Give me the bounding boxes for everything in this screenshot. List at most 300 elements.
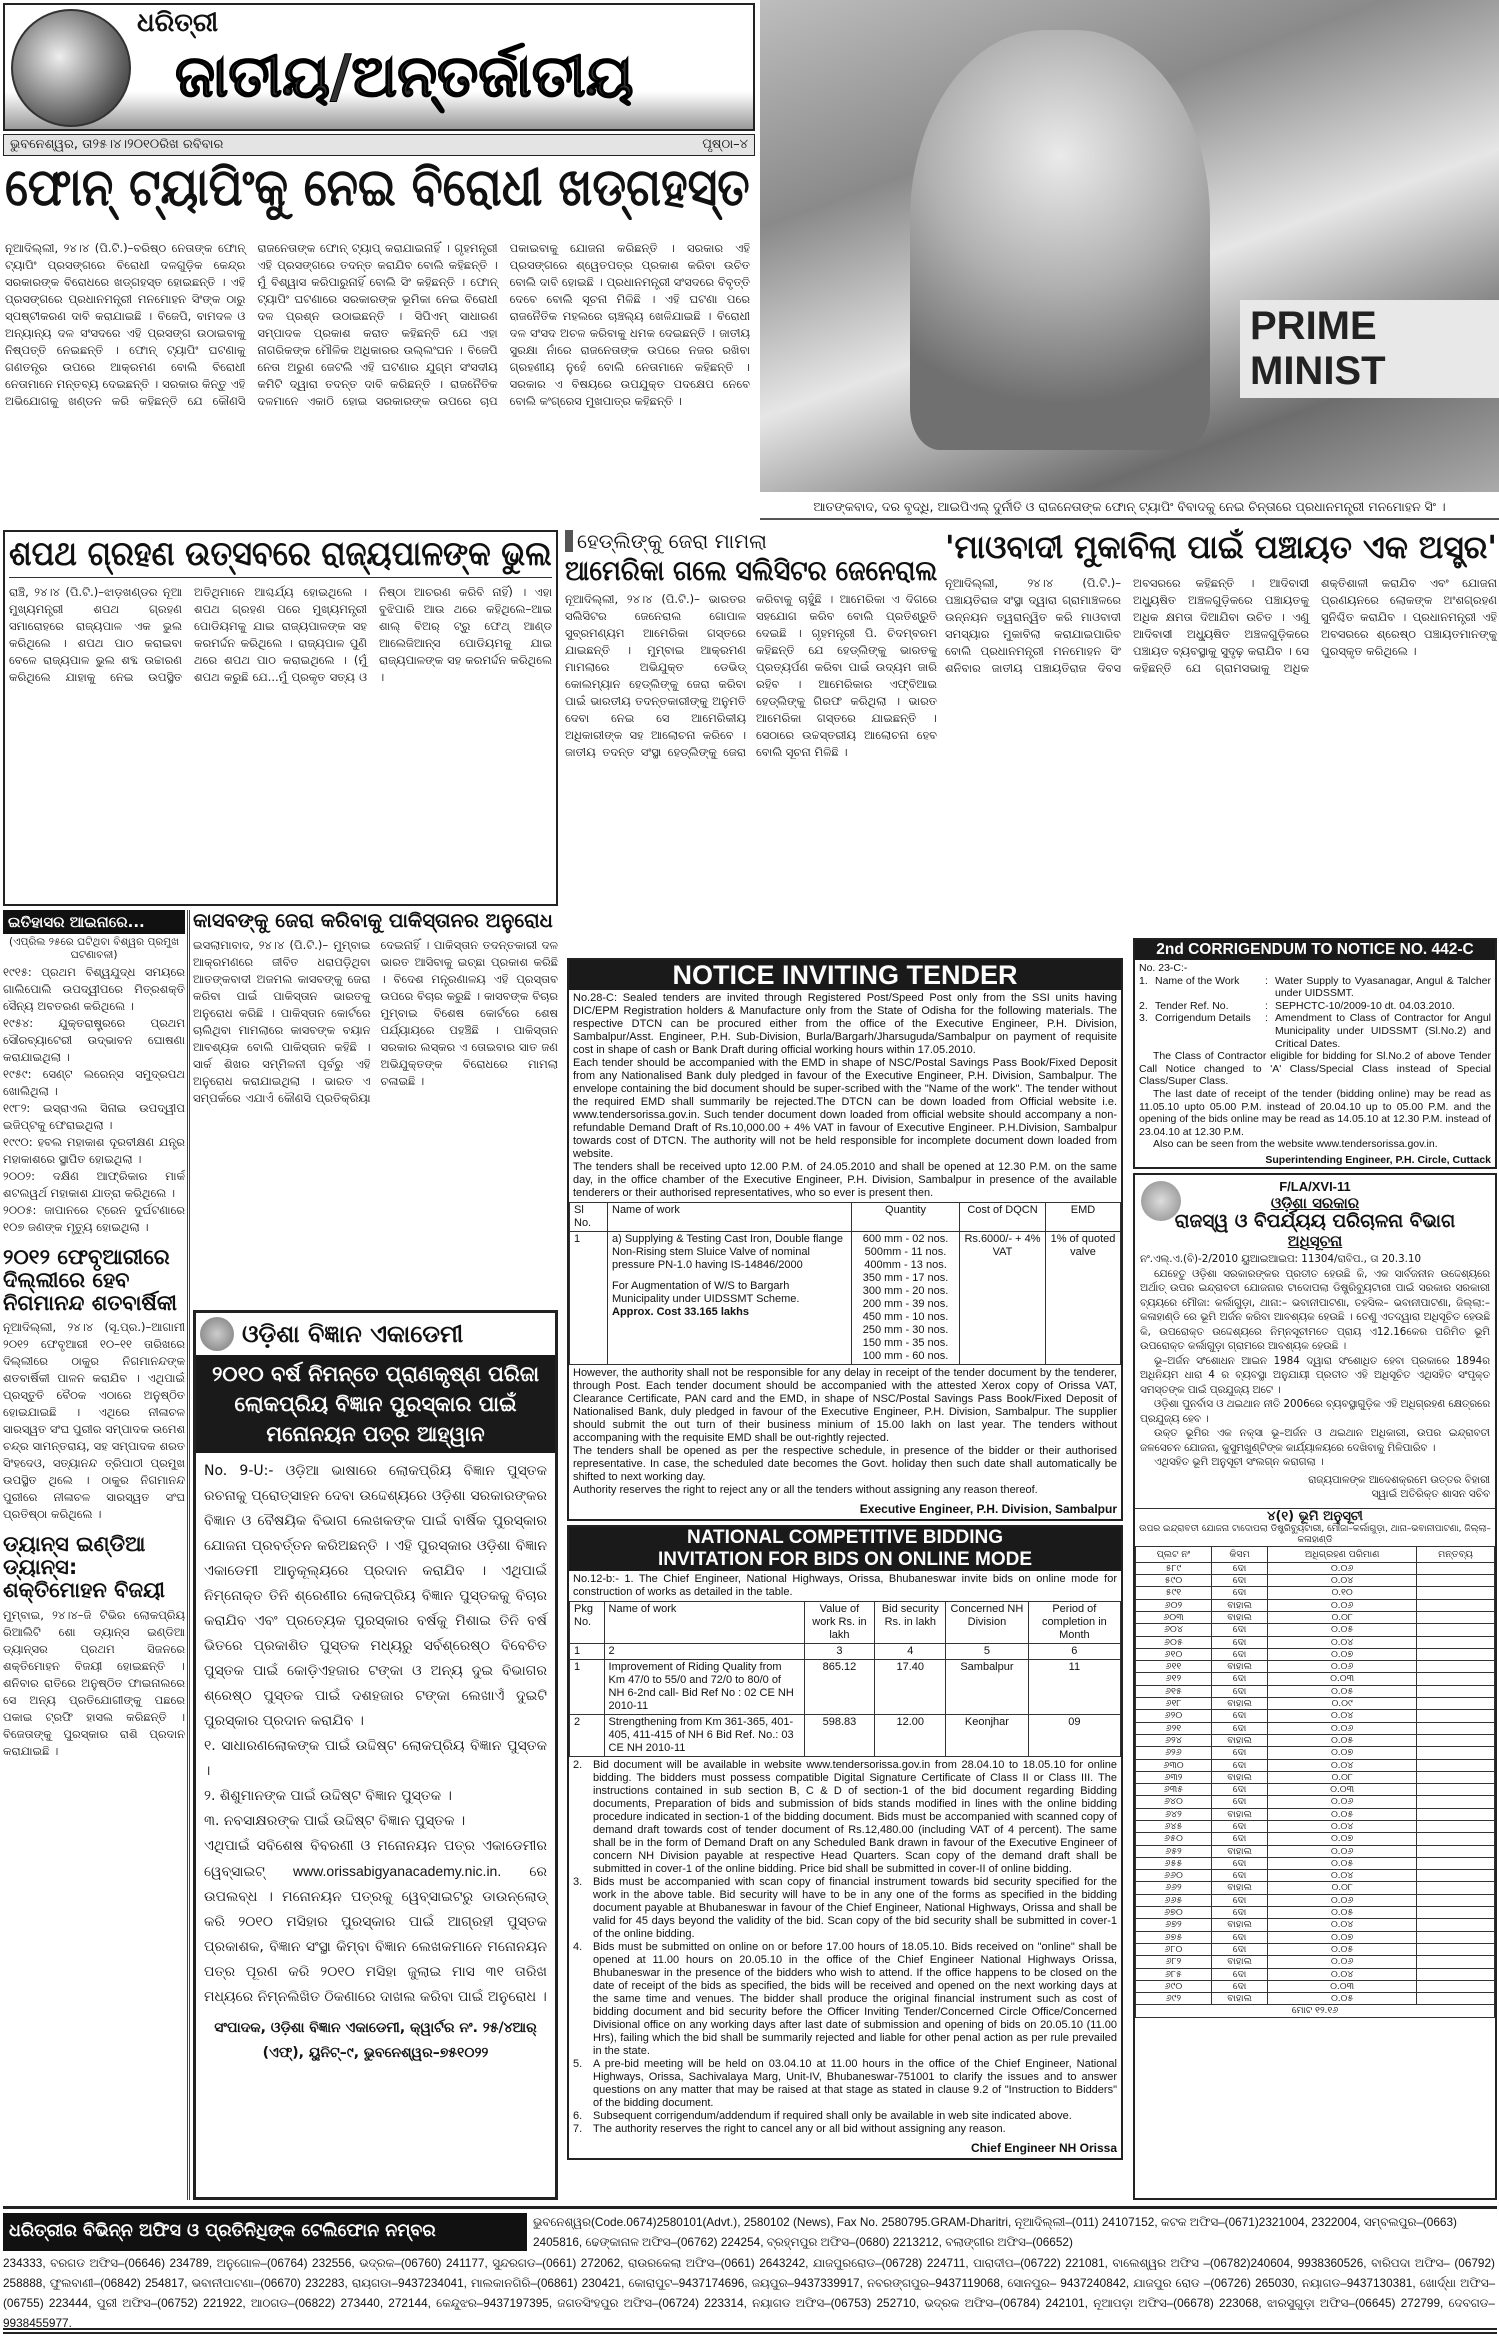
schedule-cell: ୦.୦୬: [1268, 1562, 1417, 1574]
tender-para5: The tenders shall be opened as per the respective schedule, in presence of the bidder or their authorised representative. In case, the scheduled date becomes the Govt. holiday then such date shall automatically be shifted to next working day.: [573, 1445, 1117, 1483]
land-dept: ରାଜସ୍ୱ ଓ ବିପର୍ଯ୍ୟୟ ପରିଚାଳନା ବିଭାଗ: [1174, 1210, 1456, 1232]
footer-title: ଧରିତ୍ରୀର ବିଭିନ୍ନ ଅଫିସ ଓ ପ୍ରତିନିଧିଙ୍କ ଟେଲିଫୋନ ନମ୍ବର: [3, 2213, 527, 2251]
schedule-cell: [1417, 1648, 1495, 1660]
quantity-item: 150 mm - 35 nos.: [862, 1337, 949, 1349]
schedule-cell: [1417, 1882, 1495, 1894]
ncb-cell-value: 865.12: [804, 1660, 875, 1715]
schedule-cell: ୬୬୦: [1136, 1870, 1212, 1882]
schedule-cell: ଦୋ: [1211, 1722, 1267, 1734]
table-row: [1136, 1894, 1495, 1906]
tender-para2: Each tender should be accompanied with the EMD in shape of NSC/Postal Savings Pass Book/Fixed Deposit from any Nationalised Bank duly pledged in favour of the Executive Engineer, P.H. Division, Sambalpur. The envelope containing the bid document should be super-scribed with the "Name of the work". The tender without the required EMD shall summarily be rejected.The DTCN can be down loaded from Official website i.e. www.tendersorissa.gov.in. Such tender document down loaded from official website should accompany a non-refundable Demand Draft of Rs.10,000.00 + 4% VAT in favour of Executive Engineer. P.H.Division, Sambalpur towards cost of DTCN. The authority will not be held responsible for incomplete document down loaded from website.: [573, 1057, 1117, 1160]
history-item: ୨୦୦୨: ଦକ୍ଷିଣ ଆଫ୍ରିକାର ମାର୍କ ଶଟଲୱର୍ଥ ମହାକାଶ ଯାତ୍ରା କରିଥିଲେ ।: [3, 1169, 185, 1200]
photo-caption: ଆତଙ୍କବାଦ, ଦର ବୃଦ୍ଧି, ଆଇପିଏଲ୍ ଦୁର୍ନୀତି ଓ ରାଜନେତାଙ୍କ ଫୋନ୍ ଟ୍ୟାପିଂ ବିବାଦକୁ ନେଇ ଚିନ୍ତାରେ ପ୍ରଧାନମନ୍ତ୍ରୀ ମନମୋହନ ସିଂ ।: [760, 496, 1499, 520]
schedule-cell: ୦.୦୬: [1268, 1894, 1417, 1906]
headley-story: [565, 530, 937, 955]
schedule-cell: ୦.୦୫: [1268, 1857, 1417, 1869]
history-item: ୧୯୮୨: ଇସ୍ରାଏଲ ସିନାଇ ଉପଦ୍ୱୀପ ଇଜିପ୍ଟକୁ ଫେରାଇଥିଲା ।: [3, 1101, 185, 1132]
middle-notices: [567, 958, 1123, 2200]
item-number: 1.: [1139, 974, 1148, 987]
table-row: [1136, 1747, 1495, 1759]
schedule-cell: ୦.୦୬: [1268, 1956, 1417, 1968]
academy-title: ୨୦୧୦ ବର୍ଷ ନିମନ୍ତେ ପ୍ରାଣକୃଷ୍ଣ ପରିଜା ଲୋକପ୍ରିୟ ବିଜ୍ଞାନ ପୁରସ୍କାର ପାଇଁ ମନୋନୟନ ପତ୍ର ଆହ୍ୱାନ: [196, 1355, 555, 1453]
tender-title: NOTICE INVITING TENDER: [569, 960, 1121, 990]
table-row: [1136, 1980, 1495, 1992]
work-purpose: For Augmentation of W/S to Bargarh Municipality under UIDSSMT Scheme.: [612, 1280, 800, 1305]
schedule-cell: ୬୬୨: [1136, 1882, 1212, 1894]
academy-website-link[interactable]: www.orissabigyanacademy.nic.in.: [292, 1863, 502, 1879]
ncb-th: Name of work: [604, 1602, 804, 1644]
maoist-body: ନୂଆଦିଲ୍ଲୀ, ୨୪।୪ (ପି.ଟି.)– ପଞ୍ଚାୟତିରାଜ ସଂସ୍ଥା ଦ୍ୱାରା ଗ୍ରାମାଞ୍ଚଳରେ ଉନ୍ନୟନ ତ୍ୱରାନ୍ୱିତ କରି ମାଓବାଦୀ ସମସ୍ୟାର ମୁକାବିଲା କରାଯାଇପାରିବ ବୋଲି ପ୍ରଧାନମନ୍ତ୍ରୀ ମନମୋହନ ସିଂ ଶନିବାର ଜାତୀୟ ପଞ୍ଚାୟତିରାଜ ଦିବସ ଅବସରରେ କହିଛନ୍ତି । ଆଦିବାସୀ ଅଧ୍ୟୁଷିତ ଅଞ୍ଚଳଗୁଡ଼ିକରେ ପଞ୍ଚାୟତକୁ ଅଧିକ କ୍ଷମତା ଦିଆଯିବା ଉଚିତ । ଏଣୁ ଆଦିବାସୀ ଅଧ୍ୟୁଷିତ ଅଞ୍ଚଳଗୁଡ଼ିକରେ ପଞ୍ଚାୟତ ବ୍ୟବସ୍ଥାକୁ ସୁଦୃଢ଼ କରାଯିବ । ସେ କହିଛନ୍ତି ଯେ ଗ୍ରାମସଭାକୁ ଅଧିକ ଶକ୍ତିଶାଳୀ କରାଯିବ ଏବଂ ଯୋଜନା ପ୍ରଣୟନରେ ଲୋକଙ୍କ ଅଂଶଗ୍ରହଣ ସୁନିଶ୍ଚିତ କରାଯିବ । ପ୍ରଧାନମନ୍ତ୍ରୀ ଏହି ଅବସରରେ ଶ୍ରେଷ୍ଠ ପଞ୍ଚାୟତମାନଙ୍କୁ ପୁରସ୍କୃତ କରିଥିଲେ ।: [945, 576, 1497, 676]
schedule-cell: ୬୭୦: [1136, 1907, 1212, 1919]
academy-list-item: ୨. ଶିଶୁମାନଙ୍କ ପାଇଁ ଉଦ୍ଦିଷ୍ଟ ବିଜ୍ଞାନ ପୁସ୍ତକ ।: [204, 1788, 452, 1804]
schedule-cell: ୦.୦୮: [1268, 1771, 1417, 1783]
schedule-cell: ୦.୦୫: [1268, 1943, 1417, 1955]
governor-headline: ଶପଥ ଗ୍ରହଣ ଉତ୍ସବରେ ରାଜ୍ୟପାଳଙ୍କ ଭୁଲ: [9, 536, 552, 578]
table-row: [1136, 1993, 1495, 2005]
schedule-cell: ୦.୦୬: [1268, 1722, 1417, 1734]
headley-kicker: ହେଡ୍‌ଲିଙ୍କୁ ଜେରା ମାମଲା: [565, 530, 937, 552]
schedule-cell: ବାହାଲ: [1211, 1956, 1267, 1968]
schedule-cell: [1417, 1857, 1495, 1869]
land-govt: ଓଡ଼ିଶା ସରକାର: [1270, 1193, 1360, 1212]
academy-body: [196, 1453, 555, 2072]
quantity-item: 300 mm - 20 nos.: [862, 1285, 949, 1297]
corrigendum-para: Also can be seen from the website www.tendersorissa.gov.in.: [1153, 1138, 1438, 1151]
ncb-cell-work: Improvement of Riding Quality from Km 47/0 to 55/0 and 72/0 to 80/0 of NH 6-2nd call- Bid Ref No : 02 CE NH 2010-11: [604, 1660, 804, 1715]
schedule-sub: ଉପର ଇନ୍ଦ୍ରାବତୀ ଯୋଜନା ଟାଦୋପଲା ଡିଷ୍ଟ୍ରିବ୍ୟୁଟାରୀ, ମୌଜା–କର୍ଲାଗୁଡ଼ା, ଥାନା–ଭବାନୀପାଟଣା, ଜିଲ୍ଲା–କଳାହାଣ୍ଡି: [1139, 1523, 1491, 1545]
academy-ad: [193, 1310, 558, 2200]
table-row: [1136, 1857, 1495, 1869]
ncb-signature: Chief Engineer NH Orissa: [970, 2141, 1117, 2155]
schedule-cell: ଦୋ: [1211, 1562, 1267, 1574]
table-row: [1136, 1698, 1495, 1710]
schedule-cell: ୬୨୪: [1136, 1734, 1212, 1746]
schedule-cell: ଦୋ: [1211, 1636, 1267, 1648]
table-row: [1136, 1956, 1495, 1968]
headley-headline: ଆମେରିକା ଗଲେ ସଲିସିଟର ଜେନେରାଲ: [565, 554, 938, 587]
ncb-title2: INVITATION FOR BIDS ON ONLINE MODE: [569, 1549, 1121, 1571]
table-row: [1136, 1882, 1495, 1894]
schedule-cell: ୬୪୨: [1136, 1808, 1212, 1820]
schedule-cell: [1417, 1636, 1495, 1648]
history-item: ୧୯୯୦: ହବଲ ମହାକାଶ ଦୂରବୀକ୍ଷଣ ଯନ୍ତ୍ର ମହାକାଶରେ ସ୍ଥାପିତ ହୋଇଥିଲା ।: [3, 1135, 185, 1166]
schedule-cell: [1417, 1870, 1495, 1882]
headley-body: ନୂଆଦିଲ୍ଲୀ, ୨୪।୪ (ପି.ଟି.)– ଭାରତର ସଲିସିଟର ଜେନେରାଲ ଗୋପାଳ ସୁବ୍ରମଣ୍ୟମ ଆମେରିକା ଗସ୍ତରେ ଯାଇଛନ୍ତି । ମୁମ୍ବାଇ ଆକ୍ରମଣ ମାମଲାରେ ଅଭିଯୁକ୍ତ ଡେଭିଡ୍ କୋଲମ୍ୟାନ ହେଡ୍‌ଲିଙ୍କୁ ଜେରା କରିବା ପାଇଁ ଭାରତୀୟ ତଦନ୍ତକାରୀଙ୍କୁ ଅନୁମତି ଦେବା ନେଇ ସେ ଆମେରିକୀୟ ଅଧିକାରୀଙ୍କ ସହ ଆଲୋଚନା କରିବେ । ଜାତୀୟ ତଦନ୍ତ ସଂସ୍ଥା ହେଡ୍‌ଲିଙ୍କୁ ଜେରା କରିବାକୁ ଚାହୁଁଛି । ଆମେରିକା ଏ ଦିଗରେ ସହଯୋଗ କରିବ ବୋଲି ପ୍ରତିଶ୍ରୁତି ଦେଇଛି । ଗୃହମନ୍ତ୍ରୀ ପି. ଚିଦମ୍ବରମ କହିଛନ୍ତି ଯେ ହେଡ୍‌ଲିଙ୍କୁ ଭାରତକୁ ପ୍ରତ୍ୟର୍ପଣ କରିବା ପାଇଁ ଉଦ୍ୟମ ଜାରି ରହିବ । ଆମେରିକାର ଏଫ୍‌ବିଆଇ ହେଡ୍‌ଲିଙ୍କୁ ଗିରଫ କରିଥିଲା । ଭାରତ ଆମେରିକା ଗସ୍ତରେ ଯାଇଛନ୍ତି । ସେଠାରେ ଉଚ୍ଚସ୍ତରୀୟ ଆଲୋଚନା ହେବ ବୋଲି ସୂଚନା ମିଳିଛି ।: [565, 591, 937, 759]
schedule-cell: ବାହାଲ: [1211, 1919, 1267, 1931]
page-number: ପୃଷ୍ଠା–୪: [702, 137, 748, 152]
schedule-cell: [1417, 1722, 1495, 1734]
history-item: ୨୦୦୫: ଜାପାନରେ ଟ୍ରେନ ଦୁର୍ଘଟଣାରେ ୧୦୭ ଜଣଙ୍କ ମୃତ୍ୟୁ ହୋଇଥିଲା ।: [3, 1203, 185, 1234]
schedule-cell: [1417, 1980, 1495, 1992]
schedule-cell: [1417, 1968, 1495, 1980]
schedule-cell: [1417, 1820, 1495, 1832]
schedule-cell: [1417, 1562, 1495, 1574]
table-row: [1136, 1673, 1495, 1685]
tender-signature: Executive Engineer, P.H. Division, Sambalpur: [859, 1502, 1117, 1516]
schedule-cell: ୬୦୪: [1136, 1624, 1212, 1636]
schedule-cell: ୦.୦୬: [1268, 1661, 1417, 1673]
ncb-point: [573, 1759, 1117, 1876]
table-row: [1136, 1968, 1495, 1980]
schedule-cell: [1417, 1894, 1495, 1906]
ncb-cell-value: 598.83: [804, 1715, 875, 1757]
schedule-cell: [1417, 1624, 1495, 1636]
table-row: [1136, 1845, 1495, 1857]
quantity-item: 450 mm - 10 nos.: [862, 1311, 949, 1323]
quantity-item: 200 mm - 39 nos.: [862, 1298, 949, 1310]
item-sep: :: [1265, 1012, 1268, 1025]
footer-line2: 234333, ବରଗଡ ଅଫିସ–(06646) 234789, ଅନୁଗୋଳ–(06764) 232556, ଭଦ୍ରକ–(06760) 241177, ସୁନ୍ଦରଗଡ–(0661) 272062, ରାଉରକେଲା ଅଫିସ–(0661) 2643242, ଯାଜପୁରରୋଡ–(06728) 224711, ପାରାଦୀପ–(06722) 221081, ବାଲେଶ୍ୱର ଅଫିସ –(06782)240604, 9938360526, ବାରିପଦା ଅଫିସ– (06792) 258888, ଫୁଲବାଣୀ–(06842) 254817, ଭବାନୀପାଟଣା–(06670) 232283, ରାୟଗଡା–9437234041, ମାଲକାନଗିରି–(06861) 230421, କୋରାପୁଟ–9437174696, ଜୟପୁର–9437339917, ନବରଙ୍ଗପୁର–9437119068, ସୋନପୁର– 9437240842, ଯାଜପୁର ରୋଡ –(06726) 265030, ନୟାଗଡ–9437130381, ଖୋର୍ଦ୍ଧା ଅଫିସ–(06755) 223444, ପୁରୀ ଅଫିସ–(06752) 221922, ଆଠଗଡ–(06822) 273440, 272144, କେନ୍ଦୁଝର–9437197395, ଜଗତସିଂହପୁର ଅଫିସ–(06724) 223314, ନୟାଗଡ ଅଫିସ–(06753) 252710, ଭଦ୍ରକ ଅଫିସ–(06784) 242101, ନୂଆପଡ଼ା ଅଫିସ–(06678) 223068, ଝାରସୁଗୁଡ଼ା ଅଫିସ–(06645) 272799, ଦେବଗଡ– 9938455977.: [3, 2256, 1495, 2330]
schedule-cell: ୬୧୨: [1136, 1673, 1212, 1685]
ncb-point-number: 4.: [573, 1941, 583, 1953]
tender-para6: Authority reserves the right to reject any or all the tenders without assigning any reason thereof.: [573, 1484, 1038, 1496]
schedule-cell: [1417, 1698, 1495, 1710]
schedule-cell: ୦.୦୮: [1268, 1611, 1417, 1623]
ncb-point-text: Subsequent corrigendum/addendum if required shall only be available in web site indicated above.: [593, 2110, 1072, 2122]
schedule-cell: ୦.୦୭: [1268, 1931, 1417, 1943]
dateline-bar: [3, 134, 755, 156]
history-section-sub: (ଏପ୍ରିଲ ୨୫ରେ ଘଟିଥିବା ବିଶ୍ୱର ପ୍ରମୁଖ ଘଟଣାବଳୀ): [9, 936, 179, 961]
schedule-cell: [1417, 1575, 1495, 1587]
ncb-point-text: The authority reserves the right to cancel any or all bid without assigning any reason.: [593, 2123, 1006, 2135]
ncb-table-header: [570, 1602, 1121, 1644]
schedule-cell: ୬୧୫: [1136, 1685, 1212, 1697]
corrigendum-item: [1139, 1012, 1491, 1050]
land-notice: [1133, 1173, 1497, 2200]
maoist-story: [945, 530, 1497, 930]
item-sep: :: [1265, 999, 1268, 1012]
th-cost: Cost of DQCN: [960, 1203, 1046, 1232]
schedule-cell: ୬୫୨: [1136, 1845, 1212, 1857]
table-row: [1136, 1722, 1495, 1734]
history-item: ୧୯୫୯: ସେଣ୍ଟ ଲରେନ୍ସ ସମୁଦ୍ରପଥ ଖୋଲିଥିଲା ।: [3, 1067, 185, 1098]
schedule-cell: ୦.୦୭: [1268, 1747, 1417, 1759]
tender-table-header: [570, 1203, 1121, 1232]
schedule-cell: ବାହାଲ: [1211, 1698, 1267, 1710]
schedule-cell: ଦୋ: [1211, 1624, 1267, 1636]
schedule-cell: ଦୋ: [1211, 1759, 1267, 1771]
academy-header: [196, 1313, 555, 1355]
tender-para4: However, the authority shall not be responsible for any delay in receipt of the tender document by the tenderer, through Post. Each tender document should be accompanied with the attested Xerox copy of Orissa VAT, Clearance Certificate, PAN card and the EMD, in shape of NSC/Postal Savings Pass Book/Fixed Deposit of Nationalised Bank, duly pledged in favour of the Executive Engineer, P.H. Division, Sambalpur. The supplier should submit the out turn of their business minium of 15.00 lakh on last year. The tenders without accompaning with the requisite EMD shall be out-rightly rejected.: [573, 1367, 1117, 1444]
person-figure: [910, 30, 1210, 450]
ncb-point: [573, 2058, 1117, 2110]
cell-work: [608, 1232, 852, 1365]
ncb-colnum: 5: [946, 1644, 1029, 1660]
quantity-item: 400mm - 13 nos.: [864, 1259, 947, 1271]
schedule-cell: ୦.୧୦: [1268, 1587, 1417, 1599]
schedule-cell: ଦୋ: [1211, 1784, 1267, 1796]
history-item: ୧୯୫୪: ଯୁକ୍ତରାଷ୍ଟ୍ରରେ ପ୍ରଥମ ସୌରବ୍ୟାଟେରୀ ଉଦ୍ଭାବନ ଘୋଷଣା କରାଯାଇଥିଲା ।: [3, 1016, 185, 1064]
schedule-cell: ୬୭୫: [1136, 1931, 1212, 1943]
schedule-cell: [1417, 1611, 1495, 1623]
schedule-cell: ୦.୦୬: [1268, 1845, 1417, 1857]
ncb-point: [573, 1876, 1117, 1941]
ncb-cell-period: 09: [1028, 1715, 1120, 1757]
academy-org: ଓଡ଼ିଶା ବିଜ୍ଞାନ ଏକାଡେମୀ: [242, 1319, 464, 1348]
schedule-cell: ଦୋ: [1211, 1747, 1267, 1759]
land-signer: ରାଜ୍ୟପାଳଙ୍କ ଆଦେଶକ୍ରମେ ଉତ୍ତର ବିହାରୀ ସ୍ୱାଇଁ ଅତିରିକ୍ତ ଶାସନ ସଚିବ: [1308, 1473, 1490, 1501]
schedule-cell: [1417, 1747, 1495, 1759]
schedule-cell: [1417, 1599, 1495, 1611]
governor-story: [3, 530, 558, 906]
history-section-title: ଇତିହାସର ଆଇନାରେ...: [3, 910, 185, 934]
ncb-th: Value of work Rs. in lakh: [804, 1602, 875, 1644]
schedule-cell: ୦.୦୪: [1268, 1919, 1417, 1931]
approx-cost: Approx. Cost 33.165 lakhs: [612, 1306, 749, 1318]
table-row: [1136, 1636, 1495, 1648]
footer: [3, 2206, 1497, 2334]
schedule-cell: ୬୩୫: [1136, 1784, 1212, 1796]
schedule-cell: ବାହାଲ: [1211, 1993, 1267, 2005]
table-row: [1136, 1587, 1495, 1599]
schedule-cell: ୦.୦୭: [1268, 1833, 1417, 1845]
table-row: [1136, 1661, 1495, 1673]
ncb-cell-pkg: 2: [570, 1715, 605, 1757]
history-item: ୧୯୧୫: ପ୍ରଥମ ବିଶ୍ୱଯୁଦ୍ଧ ସମୟରେ ଗାଲିପୋଲି ଉପଦ୍ୱୀପରେ ମିତ୍ରଶକ୍ତି ସୈନ୍ୟ ଅବତରଣ କରିଥିଲେ ।: [3, 965, 185, 1013]
schedule-cell: ୦.୦୪: [1268, 1575, 1417, 1587]
schedule-cell: ୬୦୫: [1136, 1636, 1212, 1648]
table-row: [570, 1232, 1121, 1365]
table-row: [1136, 1820, 1495, 1832]
schedule-cell: ୬୪୫: [1136, 1820, 1212, 1832]
ncb-point-number: 2.: [573, 1759, 583, 1771]
ncb-point-text: Bids must be accompanied with scan copy of financial instrument towards bid security specified for the work in the above table. Bid security will have to be in any one of the forms as specified in the bidding document payable at Bhubaneswar in favour of the Chief Engineer, National Highways, Orissa and shall be valid for 45 days beyond the validity of the bid. Scan copy of the bid security shall be submitted in cover-1 of the online bidding.: [593, 1876, 1117, 1940]
item-label: Tender Ref. No.: [1155, 999, 1229, 1012]
item-number: 2.: [1139, 999, 1148, 1012]
schedule-cell: ୫୮୯: [1136, 1562, 1212, 1574]
section-title: ଜାତୀୟ/ଅନ୍ତର୍ଜାତୀୟ: [175, 42, 634, 110]
schedule-cell: [1417, 1993, 1495, 2005]
ncb-colnums: [570, 1644, 1121, 1660]
kasab-body: ଇସଲାମାବାଦ, ୨୪।୪ (ପି.ଟି.)– ମୁମ୍ବାଇ ଆକ୍ରମଣରେ ଜୀବିତ ଧରାପଡ଼ିଥିବା ଆତଙ୍କବାଦୀ ଅଜମଲ କାସବଙ୍କୁ ଜେରା କରିବା ପାଇଁ ପାକିସ୍ତାନ ଭାରତକୁ ଅନୁରୋଧ କରିଛି । ପାକିସ୍ତାନ କୋର୍ଟରେ ଚାଲିଥିବା ମାମଲାରେ କାସବଙ୍କ ବୟାନ ଆବଶ୍ୟକ ବୋଲି ପାକିସ୍ତାନ କହିଛି । ସାର୍କ ଶିଖର ସମ୍ମିଳନୀ ପୂର୍ବରୁ ଏହି ଅନୁରୋଧ କରାଯାଇଥିଲା । ଭାରତ ଏ ସମ୍ପର୍କରେ ଏଯାଏଁ କୌଣସି ପ୍ରତିକ୍ରିୟା ଦେଇନାହିଁ । ପାକିସ୍ତାନ ତଦନ୍ତକାରୀ ଦଳ ଭାରତ ଆସିବାକୁ ଇଚ୍ଛା ପ୍ରକାଶ କରିଛି । ବିଦେଶ ମନ୍ତ୍ରଣାଳୟ ଏହି ପ୍ରସ୍ତାବ ଉପରେ ବିଚାର କରୁଛି । କାସବଙ୍କ ବିଚାର ମୁମ୍ବାଇ ବିଶେଷ କୋର୍ଟରେ ଶେଷ ପର୍ଯ୍ୟାୟରେ ପହଞ୍ଚିଛି । ପାକିସ୍ତାନ ସରକାର ଲସ୍କର ଏ ତୋଇବାର ସାତ ଜଣ ଅଭିଯୁକ୍ତଙ୍କ ବିରୋଧରେ ମାମଲା ଚଳାଇଛି ।: [193, 938, 558, 1106]
schedule-cell: ଦୋ: [1211, 1980, 1267, 1992]
quantity-item: 250 mm - 30 nos.: [862, 1324, 949, 1336]
schedule-cell: ଦୋ: [1211, 1968, 1267, 1980]
schedule-header: [1136, 1546, 1495, 1562]
land-paras: [1140, 1267, 1490, 1470]
table-row: [1136, 1759, 1495, 1771]
ncb-point-number: 3.: [573, 1876, 583, 1888]
kasab-headline: କାସବଙ୍କୁ ଜେରା କରିବାକୁ ପାକିସ୍ତାନର ଅନୁରୋଧ: [193, 909, 553, 932]
quantity-item: 350 mm - 17 nos.: [862, 1272, 949, 1284]
schedule-cell: [1417, 1673, 1495, 1685]
schedule-cell: ୦.୦୪: [1268, 1759, 1417, 1771]
schedule-cell: ବାହାଲ: [1211, 1771, 1267, 1783]
schedule-cell: ୦.୦୭: [1268, 1648, 1417, 1660]
ncb-point: [573, 1941, 1117, 2058]
schedule-cell: ଦୋ: [1211, 1943, 1267, 1955]
schedule-cell: ୦.୦୮: [1268, 1882, 1417, 1894]
table-row: [1136, 1870, 1495, 1882]
ncb-cell-period: 11: [1028, 1660, 1120, 1715]
ncb-point-text: Bids must be submitted on online on or before 17.00 hours of 18.05.10. Bids received on "online" shall be opened at 11.00 hours on 20.05.10 in the office of the Chief Engineer National Highways Orissa, Bhubaneswar in the presence of the bidders who wish to attend. If the office happens to be closed on the date of receipt of the bids as specified, the bids will be received and opened on the next working days at the same time and venues. The bidder shall produce the original financial instrument such as cost of bidding document and bid security before the Officer Inviting Tender/Concerned Circle Office/Concerned Divisional office on any working days after last date of submission and opening of bids on 20.05.10 (11.00 Hrs), failing which the bid shall be summarily rejected and liable for other penal action as per rule prevailed in the state.: [593, 1941, 1117, 2057]
schedule-cell: ଦୋ: [1211, 1820, 1267, 1832]
schedule-cell: ୬୮୦: [1136, 1943, 1212, 1955]
schedule-cell: ବାହାଲ: [1211, 1734, 1267, 1746]
schedule-cell: [1417, 1808, 1495, 1820]
land-title: ଅଧିସୂଚନା: [1287, 1232, 1343, 1251]
academy-list: [204, 1734, 547, 1834]
table-row: [1136, 1710, 1495, 1722]
schedule-cell: ୬୧୮: [1136, 1698, 1212, 1710]
th-emd: EMD: [1046, 1203, 1121, 1232]
ncb-point-number: 5.: [573, 2058, 583, 2070]
schedule-cell: ୬୫୦: [1136, 1833, 1212, 1845]
schedule-cell: ୬୦୩: [1136, 1611, 1212, 1623]
schedule-cell: [1417, 1710, 1495, 1722]
ncb-cell-division: Sambalpur: [946, 1660, 1029, 1715]
table-row: [1136, 1796, 1495, 1808]
land-para: ଭୂ–ଅର୍ଜନ ସଂଶୋଧନ ଆଇନ 1984 ଦ୍ୱାରା ସଂଶୋଧିତ ହେବା ପ୍ରକାରେ 1894ର ଅଧିନିୟମ ଧାରା 4 ର ବ୍ୟବସ୍ଥା ଅନୁଯାୟୀ ପ୍ରତୀତ ଏହି ଅଧିସୂଚିତ ଏଥିସହିତ ସଂପୃକ୍ତ ସମସ୍ତଙ୍କ ପାଇଁ ପ୍ରଯୁଜ୍ୟ ଅଟେ ।: [1140, 1354, 1490, 1396]
ncb-cell-pkg: 1: [570, 1660, 605, 1715]
schedule-cell: ୬୨୧: [1136, 1722, 1212, 1734]
schedule-cell: ୦.୦୩: [1268, 1784, 1417, 1796]
ncb-colnum: 4: [875, 1644, 946, 1660]
table-row: [1136, 1833, 1495, 1845]
table-row: [1136, 1808, 1495, 1820]
schedule-cell: [1417, 1587, 1495, 1599]
ncb-colnum: 6: [1028, 1644, 1120, 1660]
schedule-cell: [1417, 1759, 1495, 1771]
schedule-total-row: [1136, 2005, 1495, 2017]
schedule-th: ଅଧିଗ୍ରହଣ ପରିମାଣ: [1268, 1546, 1417, 1562]
academy-seal-icon: [200, 1317, 234, 1351]
schedule-cell: ୦.୦୫: [1268, 1993, 1417, 2005]
schedule-th: ପ୍ଲଟ ନଂ: [1136, 1546, 1212, 1562]
schedule-cell: ୬୬୫: [1136, 1894, 1212, 1906]
schedule-cell: ଦୋ: [1211, 1796, 1267, 1808]
schedule-cell: ଦୋ: [1211, 1685, 1267, 1697]
schedule-cell: ଦୋ: [1211, 1833, 1267, 1845]
land-para: ଓଡ଼ିଶା ପୁନର୍ବାସ ଓ ଥଇଥାନ ନୀତି 2006ରେ ବ୍ୟବସ୍ଥାଗୁଡ଼ିକ ଏହି ଅଧିଗ୍ରହଣ କ୍ଷେତ୍ରରେ ପ୍ରଯୁଜ୍ୟ ହେବ ।: [1140, 1398, 1490, 1425]
schedule-cell: [1417, 1845, 1495, 1857]
cell-emd: 1% of quoted valve: [1046, 1232, 1121, 1365]
schedule-cell: ୦.୦୪: [1268, 1636, 1417, 1648]
tender-table: [569, 1202, 1121, 1365]
table-row: [1136, 1919, 1495, 1931]
schedule-cell: ୦.୦୯: [1268, 1698, 1417, 1710]
table-row: [1136, 1784, 1495, 1796]
schedule-cell: ୦.୦୫: [1268, 1624, 1417, 1636]
th-slno: Sl No.: [570, 1203, 608, 1232]
corrigendum-item: [1139, 1000, 1491, 1013]
schedule-cell: ୫୯୦: [1136, 1575, 1212, 1587]
ncb-colnum: 2: [604, 1644, 804, 1660]
schedule-cell: [1417, 1956, 1495, 1968]
table-row: [1136, 1931, 1495, 1943]
cell-cost: Rs.6000/- + 4% VAT: [960, 1232, 1046, 1365]
corrigendum-items: [1139, 975, 1491, 1051]
ncb-notice: [567, 1525, 1123, 2160]
ncb-point: [573, 2123, 1117, 2136]
table-row: [1136, 1599, 1495, 1611]
academy-list-item: ୩. ନବସାକ୍ଷରଙ୍କ ପାଇଁ ଉଦ୍ଦିଷ୍ଟ ବିଜ୍ଞାନ ପୁସ୍ତକ ।: [204, 1813, 466, 1829]
ncb-points: [569, 1757, 1121, 2138]
schedule-cell: [1417, 1661, 1495, 1673]
dance-body: ମୁମ୍ବାଇ, ୨୪।୪–ଜି ଟିଭିର ଲୋକପ୍ରିୟ ରିଆଲିଟି ଶୋ ଡ୍ୟାନ୍ସ ଇଣ୍ଡିଆ ଡ୍ୟାନ୍ସର ପ୍ରଥମ ସିଜନରେ ଶକ୍ତିମୋହନ ବିଜୟୀ ହୋଇଛନ୍ତି । ଶନିବାର ରାତିରେ ଅନୁଷ୍ଠିତ ଫାଇନାଲରେ ସେ ଅନ୍ୟ ପ୍ରତିଯୋଗୀଙ୍କୁ ପଛରେ ପକାଇ ଟ୍ରଫି ହାସଲ କରିଛନ୍ତି । ବିଜେତାଙ୍କୁ ପୁରସ୍କାର ରାଶି ପ୍ରଦାନ କରାଯାଇଛି ।: [3, 1607, 185, 1758]
quantity-item: 600 mm - 02 nos.: [862, 1233, 949, 1245]
cell-quantity: [852, 1232, 960, 1365]
academy-details: ଏଥିପାଇଁ ସବିଶେଷ ବିବରଣୀ ଓ ମନୋନୟନ ପତ୍ର ଏକାଡେମୀର ୱେବ୍‌ସାଇଟ୍: [204, 1838, 547, 1880]
schedule-cell: [1417, 1771, 1495, 1783]
schedule-cell: ବାହାଲ: [1211, 1845, 1267, 1857]
academy-intro: No. 9-U:- ଓଡ଼ିଆ ଭାଷାରେ ଲୋକପ୍ରିୟ ବିଜ୍ଞାନ ପୁସ୍ତକ ରଚନାକୁ ପ୍ରୋତ୍ସାହନ ଦେବା ଉଦ୍ଦେଶ୍ୟରେ ଓଡ଼ିଶା ସରକାରଙ୍କର ବିଜ୍ଞାନ ଓ ବୈଷୟିକ ବିଭାଗ ଲେଖକଙ୍କ ପାଇଁ ବାର୍ଷିକ ପୁରସ୍କାର ଯୋଜନା ପ୍ରବର୍ତ୍ତନ କରିଅଛନ୍ତି । ଏହି ପୁରସ୍କାର ଓଡ଼ିଶା ବିଜ୍ଞାନ ଏକାଡେମୀ ଆନୁକୂଲ୍ୟରେ ପ୍ରଦାନ କରାଯିବ । ଏଥିପାଇଁ ନିମ୍ନୋକ୍ତ ତିନି ଶ୍ରେଣୀର ଲୋକପ୍ରିୟ ବିଜ୍ଞାନ ପୁସ୍ତକକୁ ବିଚାର କରାଯିବ ଏବଂ ପ୍ରତ୍ୟେକ ପୁରସ୍କାର ବର୍ଷକୁ ମିଶାଇ ତିନି ବର୍ଷ ଭିତରେ ପ୍ରକାଶିତ ପୁସ୍ତକ ମଧ୍ୟରୁ ସର୍ବଶ୍ରେଷ୍ଠ ବିବେଚିତ ପୁସ୍ତକ ପାଇଁ କୋଡ଼ିଏହଜାର ଟଙ୍କା ଓ ଅନ୍ୟ ଦୁଇ ବିଭାଗର ଶ୍ରେଷ୍ଠ ପୁସ୍ତକ ପାଇଁ ଦଶହଜାର ଟଙ୍କା ଲେଖାଏଁ ଦୁଇଟି ପୁରସ୍କାର ପ୍ରଦାନ କରାଯିବ ।: [204, 1463, 547, 1729]
item-number: 3.: [1139, 1012, 1148, 1025]
quantity-item: 100 mm - 60 nos.: [862, 1350, 949, 1362]
schedule-cell: ୬୧୦: [1136, 1648, 1212, 1660]
schedule-cell: ବାହାଲ: [1211, 1611, 1267, 1623]
lead-body: ନୂଆଦିଲ୍ଲୀ, ୨୪।୪ (ପି.ଟି.)–ବରିଷ୍ଠ ନେତାଙ୍କ ଫୋନ୍ ଟ୍ୟାପିଂ ପ୍ରସଙ୍ଗରେ ବିରୋଧୀ ଦଳଗୁଡ଼ିକ କେନ୍ଦ୍ର ସରକାରଙ୍କ ବିରୋଧରେ ଖଡ୍‌ଗହସ୍ତ ହୋଇଛନ୍ତି । ଏହି ପ୍ରସଙ୍ଗରେ ପ୍ରଧାନମନ୍ତ୍ରୀ ମନମୋହନ ସିଂଙ୍କ ଠାରୁ ସ୍ପଷ୍ଟୀକରଣ ଦାବି କରାଯାଇଛି । ବିଜେପି, ବାମଦଳ ଓ ଅନ୍ୟାନ୍ୟ ଦଳ ସଂସଦରେ ଏହି ପ୍ରସଙ୍ଗ ଉଠାଇବାକୁ ନିଷ୍ପତ୍ତି ନେଇଛନ୍ତି । ଫୋନ୍ ଟ୍ୟାପିଂ ଘଟଣାକୁ ଗଣତନ୍ତ୍ର ଉପରେ ଆକ୍ରମଣ ବୋଲି ବିରୋଧୀ ନେତାମାନେ ମନ୍ତବ୍ୟ ଦେଇଛନ୍ତି । ସରକାର କିନ୍ତୁ ଏହି ଅଭିଯୋଗକୁ ଖଣ୍ଡନ କରି କହିଛନ୍ତି ଯେ କୌଣସି ରାଜନେତାଙ୍କ ଫୋନ୍ ଟ୍ୟାପ୍ କରାଯାଇନାହିଁ । ଗୃହମନ୍ତ୍ରୀ ଏହି ପ୍ରସଙ୍ଗରେ ତଦନ୍ତ କରାଯିବ ବୋଲି କହିଛନ୍ତି । ମୁଁ ବିଶ୍ୱାସ କରିପାରୁନାହିଁ ବୋଲି ସିଂ କହିଛନ୍ତି । ଫୋନ୍ ଟ୍ୟାପିଂ ଘଟଣାରେ ସରକାରଙ୍କ ଭୂମିକା ନେଇ ବିରୋଧୀ ଦଳ ପ୍ରଶ୍ନ ଉଠାଇଛନ୍ତି । ସିପିଏମ୍ ସାଧାରଣ ସମ୍ପାଦକ ପ୍ରକାଶ କରାତ କହିଛନ୍ତି ଯେ ଏହା ନାଗରିକଙ୍କ ମୌଳିକ ଅଧିକାରର ଉଲ୍ଲଂଘନ । ବିଜେପି ନେତା ଅରୁଣ ଜେଟଲି ଏହି ଘଟଣାର ଯୁଗ୍ମ ସଂସଦୀୟ କମିଟି ଦ୍ୱାରା ତଦନ୍ତ ଦାବି କରିଛନ୍ତି । ରାଜନୈତିକ ଦଳମାନେ ଏକାଠି ହୋଇ ସରକାରଙ୍କ ଉପରେ ଚାପ ପକାଇବାକୁ ଯୋଜନା କରିଛନ୍ତି । ସରକାର ଏହି ପ୍ରସଙ୍ଗରେ ଶ୍ୱେତପତ୍ର ପ୍ରକାଶ କରିବା ଉଚିତ ବୋଲି ଦାବି ହୋଇଛି । ପ୍ରଧାନମନ୍ତ୍ରୀ ସଂସଦରେ ବିବୃତ୍ତି ଦେବେ ବୋଲି ସୂଚନା ମିଳିଛି । ଏହି ଘଟଣା ପରେ ରାଜନୈତିକ ମହଲରେ ଚାଞ୍ଚଲ୍ୟ ଖେଳିଯାଇଛି । ବିରୋଧୀ ଦଳ ସଂସଦ ଅଚଳ କରିବାକୁ ଧମକ ଦେଇଛନ୍ତି । ଜାତୀୟ ସୁରକ୍ଷା ନାଁରେ ରାଜନେତାଙ୍କ ଉପରେ ନଜର ରଖିବା ଗ୍ରହଣୀୟ ନୁହେଁ ବୋଲି ନେତାମାନେ କହିଛନ୍ତି । ସରକାର ଏ ବିଷୟରେ ଉପଯୁକ୍ତ ପଦକ୍ଷେପ ନେବେ ବୋଲି କଂଗ୍ରେସ ମୁଖପାତ୍ର କହିଛନ୍ତି ।: [5, 241, 750, 408]
ncb-point-text: Bid document will be available in website www.tendersorissa.gov.in from 28.04.10 to 18.05.10 for online bidding. The bidders must possess compatible Digital Signature Certificate of Class II or Class III. The instructions contained in sub section B, C & D of section-1 of the bid document regarding Bidding documents, Preparation of bids and submission of bids stands modified in lines with the online bidding procedure indicated in section-1 of the bidding document. Bids must be accompanied with scanned copy of demand draft towards cost of tender document of Rs.12,480.00 (including VAT of 4 percent). The same shall be in the form of Demand Draft on any Scheduled Bank drawn in favour of the Executive Engineer of concern NH Division payable at respective Head Quarters. Scan copy of the demand draft shall be submitted in cover-1 of the online bidding. Price bid shall be submitted in cover-II of online bidding.: [593, 1759, 1117, 1875]
tender-para3: The tenders shall be received upto 12.00 P.M. of 24.05.2010 and shall be opened at 12.30 P.M. on the same day, in the office chamber of the Executive Engineer, P.H. Division, Sambalpur in presence of the available tenderers or their authorised representatives, who so ever is present then.: [573, 1161, 1117, 1199]
schedule-cell: ୬୨୦: [1136, 1710, 1212, 1722]
schedule-cell: [1417, 1796, 1495, 1808]
ncb-th: Pkg No.: [570, 1602, 605, 1644]
schedule-cell: ୦.୦୬: [1268, 1599, 1417, 1611]
schedule-cell: ବାହାଲ: [1211, 1661, 1267, 1673]
land-para: ଏଥିସହିତ ଭୂମି ଅନୁସୂଚୀ ସଂଲଗ୍ନ କରାଗଲା ।: [1154, 1456, 1324, 1469]
ncb-colnum: 1: [570, 1644, 605, 1660]
table-row: [1136, 1943, 1495, 1955]
academy-list-item: ୧. ସାଧାରଣଲୋକଙ୍କ ପାଇଁ ଉଦ୍ଦିଷ୍ଟ ଲୋକପ୍ରିୟ ବିଜ୍ଞାନ ପୁସ୍ତକ ।: [204, 1738, 547, 1779]
schedule-cell: ବାହାଲ: [1211, 1599, 1267, 1611]
item-sep: :: [1265, 974, 1268, 987]
schedule-cell: ଦୋ: [1211, 1931, 1267, 1943]
ncb-cell-security: 17.40: [875, 1660, 946, 1715]
history-list: [3, 964, 185, 1236]
schedule-cell: ୦.୦୫: [1268, 1808, 1417, 1820]
corrigendum-item: [1139, 975, 1491, 1000]
pm-photo: [760, 0, 1499, 492]
corrigendum-para: The Class of Contractor eligible for bidding for Sl.No.2 of above Tender Call Notice changed to 'A' Class/Special Class instead of Special Class/Super Class.: [1139, 1050, 1491, 1088]
schedule-cell: ବାହାଲ: [1211, 1808, 1267, 1820]
schedule-cell: [1417, 1907, 1495, 1919]
schedule-cell: ଦୋ: [1211, 1870, 1267, 1882]
table-row: [1136, 1685, 1495, 1697]
lead-headline: ଫୋନ୍ ଟ୍ୟାପିଂକୁ ନେଇ ବିରୋଧୀ ଖଡ୍‌ଗହସ୍ତ: [5, 158, 750, 218]
column-rule: [187, 910, 190, 2200]
right-notices: [1133, 938, 1497, 2200]
item-value: Water Supply to Vyasanagar, Angul & Talcher under UIDSSMT.: [1275, 974, 1491, 1000]
ncb-cell-division: Keonjhar: [946, 1715, 1029, 1757]
schedule-cell: ୦.୦୫: [1268, 1734, 1417, 1746]
schedule-cell: ୦.୦୪: [1268, 1820, 1417, 1832]
govt-seal-icon: [1141, 1181, 1181, 1221]
schedule-total: ମୋଟ ୧୨.୧୬: [1136, 2005, 1495, 2017]
work-desc: a) Supplying & Testing Cast Iron, Double flange Non-Rising stem Sluice Valve of nominal pressure PN-1.0 having IS-14846/2000: [612, 1233, 843, 1271]
schedule-cell: ୦.୦୩: [1268, 1673, 1417, 1685]
ncb-point-number: 7.: [573, 2123, 583, 2135]
schedule-cell: [1417, 1784, 1495, 1796]
schedule-cell: ୬୫୫: [1136, 1857, 1212, 1869]
brand-logo: ଧରିତ୍ରୀ: [137, 8, 219, 38]
corrigendum-number: No. 23-C:-: [1139, 962, 1188, 974]
corrigendum-signature: Superintending Engineer, P.H. Circle, Cuttack: [1265, 1153, 1491, 1166]
table-row: [570, 1715, 1121, 1757]
ncb-th: Concerned NH Division: [946, 1602, 1029, 1644]
ncb-point-number: 6.: [573, 2110, 583, 2122]
schedule-cell: [1417, 1685, 1495, 1697]
schedule-cell: ୦.୦୬: [1268, 1796, 1417, 1808]
schedule-cell: ୬୪୦: [1136, 1796, 1212, 1808]
schedule-cell: ୦.୦୩: [1268, 1980, 1417, 1992]
schedule-cell: ୦.୦୫: [1268, 1907, 1417, 1919]
schedule-cell: ବାହାଲ: [1211, 1882, 1267, 1894]
dance-headline: ଡ୍ୟାନ୍ସ ଇଣ୍ଡିଆ ଡ୍ୟାନ୍ସ: ଶକ୍ତିମୋହନ ବିଜୟୀ: [3, 1532, 165, 1603]
corrigendum-paras: [1139, 1050, 1491, 1151]
ncb-table: [569, 1601, 1121, 1757]
table-row: [1136, 1771, 1495, 1783]
